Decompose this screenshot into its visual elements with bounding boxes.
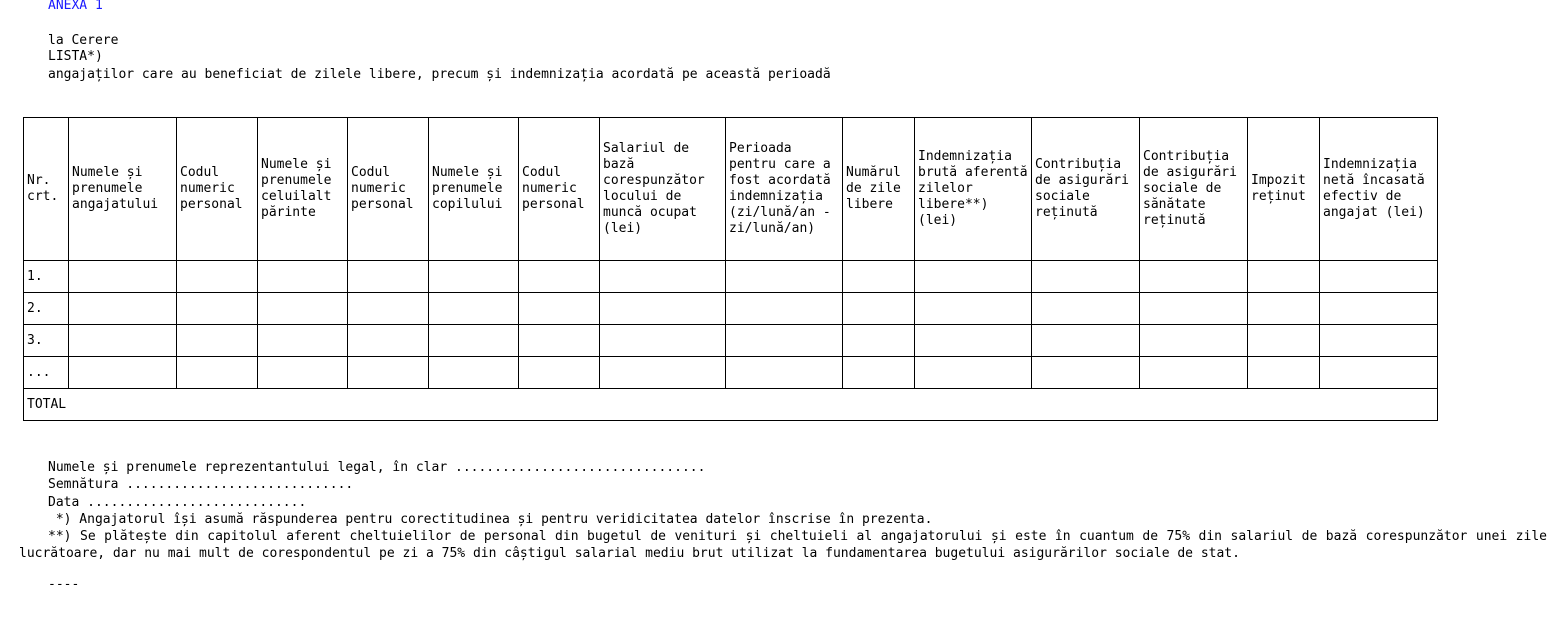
annex-number: ANEXA 1 xyxy=(48,0,103,13)
table-cell xyxy=(348,325,429,357)
table-cell xyxy=(177,261,258,293)
row-number: ... xyxy=(24,357,69,389)
table-cell xyxy=(348,293,429,325)
table-cell xyxy=(258,293,348,325)
table-cell xyxy=(1320,261,1438,293)
table-cell xyxy=(69,325,177,357)
table-cell xyxy=(1248,357,1320,389)
date-line: Data ............................ xyxy=(48,495,307,510)
table-cell xyxy=(843,325,915,357)
table-cell xyxy=(1248,325,1320,357)
table-cell xyxy=(843,261,915,293)
table-cell xyxy=(726,293,843,325)
column-header-nr: Nr. crt. xyxy=(24,118,69,261)
table-cell xyxy=(843,293,915,325)
table-cell xyxy=(843,357,915,389)
table-cell xyxy=(915,261,1032,293)
table-cell xyxy=(600,293,726,325)
end-mark: ---- xyxy=(48,577,80,592)
table-cell xyxy=(429,357,519,389)
table-cell xyxy=(726,261,843,293)
column-header-child-cnp: Codul numeric personal xyxy=(519,118,600,261)
list-heading: LISTA*) xyxy=(48,49,103,64)
table-cell xyxy=(1032,325,1140,357)
column-header-net-allowance: Indemnizația netă încasată efectiv de angajat (lei) xyxy=(1320,118,1438,261)
table-cell xyxy=(519,261,600,293)
table-cell xyxy=(258,261,348,293)
table-row xyxy=(24,357,1438,389)
table-cell xyxy=(915,325,1032,357)
table-cell xyxy=(429,293,519,325)
row-number: 2. xyxy=(24,293,69,325)
table-cell xyxy=(726,325,843,357)
table-cell xyxy=(915,293,1032,325)
column-header-other-parent-name: Numele și prenumele celuilalt părinte xyxy=(258,118,348,261)
table-cell xyxy=(1140,325,1248,357)
table-cell xyxy=(258,357,348,389)
table-cell xyxy=(177,325,258,357)
column-header-other-parent-cnp: Codul numeric personal xyxy=(348,118,429,261)
column-header-base-salary: Salariul de bază corespunzător locului de muncă ocupat (lei) xyxy=(600,118,726,261)
employees-table xyxy=(23,117,1438,421)
column-header-gross-allowance: Indemnizația brută aferentă zilelor libere**) (lei) xyxy=(915,118,1032,261)
table-cell xyxy=(69,357,177,389)
table-cell xyxy=(258,325,348,357)
column-header-employee-cnp: Codul numeric personal xyxy=(177,118,258,261)
table-cell xyxy=(519,293,600,325)
table-cell xyxy=(1320,293,1438,325)
table-header-row xyxy=(24,118,1438,261)
row-number: 3. xyxy=(24,325,69,357)
column-header-employee-name: Numele și prenumele angajatului xyxy=(69,118,177,261)
table-row xyxy=(24,261,1438,293)
table-cell xyxy=(69,261,177,293)
table-cell xyxy=(600,357,726,389)
table-cell xyxy=(1140,293,1248,325)
column-header-days-off: Numărul de zile libere xyxy=(843,118,915,261)
column-header-health-contribution: Contribuția de asigurări sociale de sănătate reținută xyxy=(1140,118,1248,261)
table-cell xyxy=(519,325,600,357)
signature-line: Semnătura ............................. xyxy=(48,477,354,492)
representative-name-line: Numele și prenumele reprezentantului legal, în clar ................................ xyxy=(48,460,706,475)
footnote-2: **) Se plătește din capitolul aferent cheltuielilor de personal din bugetul de venituri și cheltuieli al angajatorului și este în cuantum de 75% din salariul de bază corespunzător unei zile lucrătoare, dar nu mai mult de corespondentul pe zi a 75% din câștigul salarial mediu brut utilizat la fundamentarea bugetului asigurărilor sociale de stat. xyxy=(19,529,1547,561)
table-cell xyxy=(1140,261,1248,293)
table-cell xyxy=(1248,293,1320,325)
table-cell xyxy=(1140,357,1248,389)
column-header-social-contribution: Contribuția de asigurări sociale reținută xyxy=(1032,118,1140,261)
table-total-row xyxy=(24,389,1438,421)
total-label: TOTAL xyxy=(24,389,1438,421)
row-number: 1. xyxy=(24,261,69,293)
table-cell xyxy=(348,261,429,293)
table-cell xyxy=(177,293,258,325)
table-cell xyxy=(69,293,177,325)
table-cell xyxy=(1032,293,1140,325)
table-cell xyxy=(348,357,429,389)
request-reference: la Cerere xyxy=(48,33,119,48)
column-header-child-name: Numele și prenumele copilului xyxy=(429,118,519,261)
table-cell xyxy=(915,357,1032,389)
table-cell xyxy=(1320,357,1438,389)
table-cell xyxy=(429,261,519,293)
table-cell xyxy=(519,357,600,389)
column-header-period: Perioada pentru care a fost acordată indemnizația (zi/lună/an - zi/lună/an) xyxy=(726,118,843,261)
list-subtitle: angajaților care au beneficiat de zilele libere, precum și indemnizația acordată pe această perioadă xyxy=(48,67,831,82)
table-cell xyxy=(1032,357,1140,389)
table-cell xyxy=(726,357,843,389)
table-cell xyxy=(1248,261,1320,293)
table-cell xyxy=(177,357,258,389)
table-cell xyxy=(1032,261,1140,293)
table-cell xyxy=(1320,325,1438,357)
table-row xyxy=(24,293,1438,325)
column-header-tax: Impozit reținut xyxy=(1248,118,1320,261)
table-cell xyxy=(429,325,519,357)
table-cell xyxy=(600,261,726,293)
table-row xyxy=(24,325,1438,357)
table-cell xyxy=(600,325,726,357)
footnote-1: *) Angajatorul își asumă răspunderea pentru corectitudinea și pentru veridicitatea datelor înscrise în prezenta. xyxy=(48,512,933,527)
